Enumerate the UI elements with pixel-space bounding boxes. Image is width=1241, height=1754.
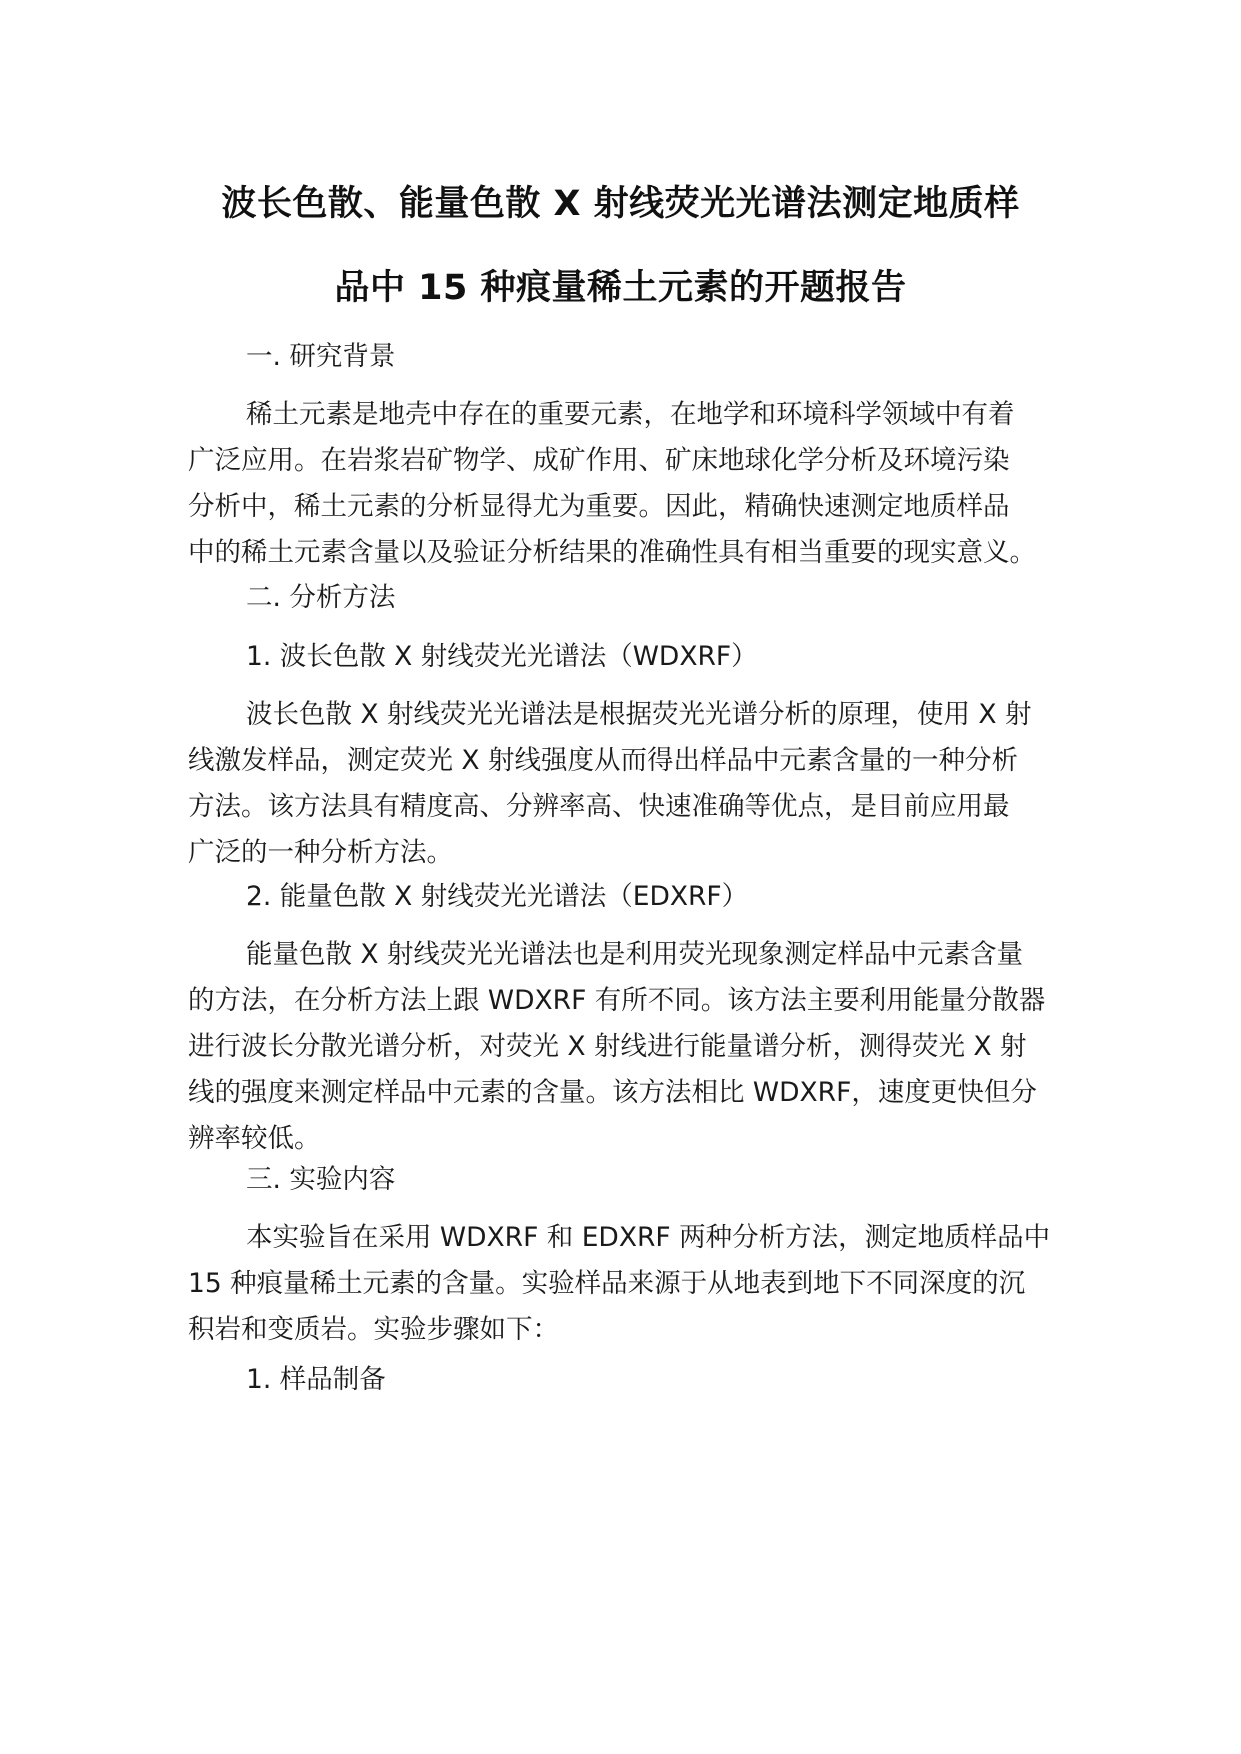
paragraph-line: 稀土元素是地壳中存在的重要元素，在地学和环境科学领域中有着 [246, 399, 1015, 430]
subsection-heading-wdxrf: 1. 波长色散 X 射线荧光光谱法（WDXRF） [246, 641, 758, 672]
paragraph-edxrf [188, 932, 1068, 1162]
document-title-line-2: 品中 15 种痕量稀土元素的开题报告 [334, 268, 907, 308]
paragraph-line: 进行波长分散光谱分析，对荧光 X 射线进行能量谱分析，测得荧光 X 射 [188, 1031, 1027, 1062]
paragraph-line: 15 种痕量稀土元素的含量。实验样品来源于从地表到地下不同深度的沉 [188, 1268, 1026, 1299]
paragraph-line: 线的强度来测定样品中元素的含量。该方法相比 WDXRF，速度更快但分 [188, 1077, 1037, 1108]
paragraph-line: 波长色散 X 射线荧光光谱法是根据荧光光谱分析的原理，使用 X 射 [246, 699, 1032, 730]
subsection-heading-edxrf: 2. 能量色散 X 射线荧光光谱法（EDXRF） [246, 881, 749, 912]
document-title-line-1: 波长色散、能量色散 X 射线荧光光谱法测定地质样 [221, 184, 1020, 224]
paragraph-line: 广泛的一种分析方法。 [188, 837, 453, 868]
paragraph-line: 广泛应用。在岩浆岩矿物学、成矿作用、矿床地球化学分析及环境污染 [188, 445, 1010, 476]
paragraph-line: 的方法，在分析方法上跟 WDXRF 有所不同。该方法主要利用能量分散器 [188, 985, 1046, 1016]
paragraph-experiment [188, 1215, 1068, 1353]
paragraph-line: 积岩和变质岩。实验步骤如下： [188, 1314, 559, 1345]
paragraph-wdxrf [188, 692, 1068, 876]
paragraph-line: 能量色散 X 射线荧光光谱法也是利用荧光现象测定样品中元素含量 [246, 939, 1024, 970]
section-heading-background: 一. 研究背景 [246, 341, 396, 372]
paragraph-background [188, 392, 1068, 576]
paragraph-line: 中的稀土元素含量以及验证分析结果的准确性具有相当重要的现实意义。 [188, 537, 1036, 568]
paragraph-line: 辨率较低。 [188, 1123, 321, 1154]
section-heading-methods: 二. 分析方法 [246, 582, 396, 613]
paragraph-line: 线激发样品，测定荧光 X 射线强度从而得出样品中元素含量的一种分析 [188, 745, 1019, 776]
paragraph-line: 分析中，稀土元素的分析显得尤为重要。因此，精确快速测定地质样品 [188, 491, 1010, 522]
paragraph-line: 本实验旨在采用 WDXRF 和 EDXRF 两种分析方法，测定地质样品中 [246, 1222, 1051, 1253]
step-heading-sample-prep: 1. 样品制备 [246, 1364, 386, 1395]
paragraph-line: 方法。该方法具有精度高、分辨率高、快速准确等优点，是目前应用最 [188, 791, 1010, 822]
section-heading-experiment: 三. 实验内容 [246, 1164, 396, 1195]
